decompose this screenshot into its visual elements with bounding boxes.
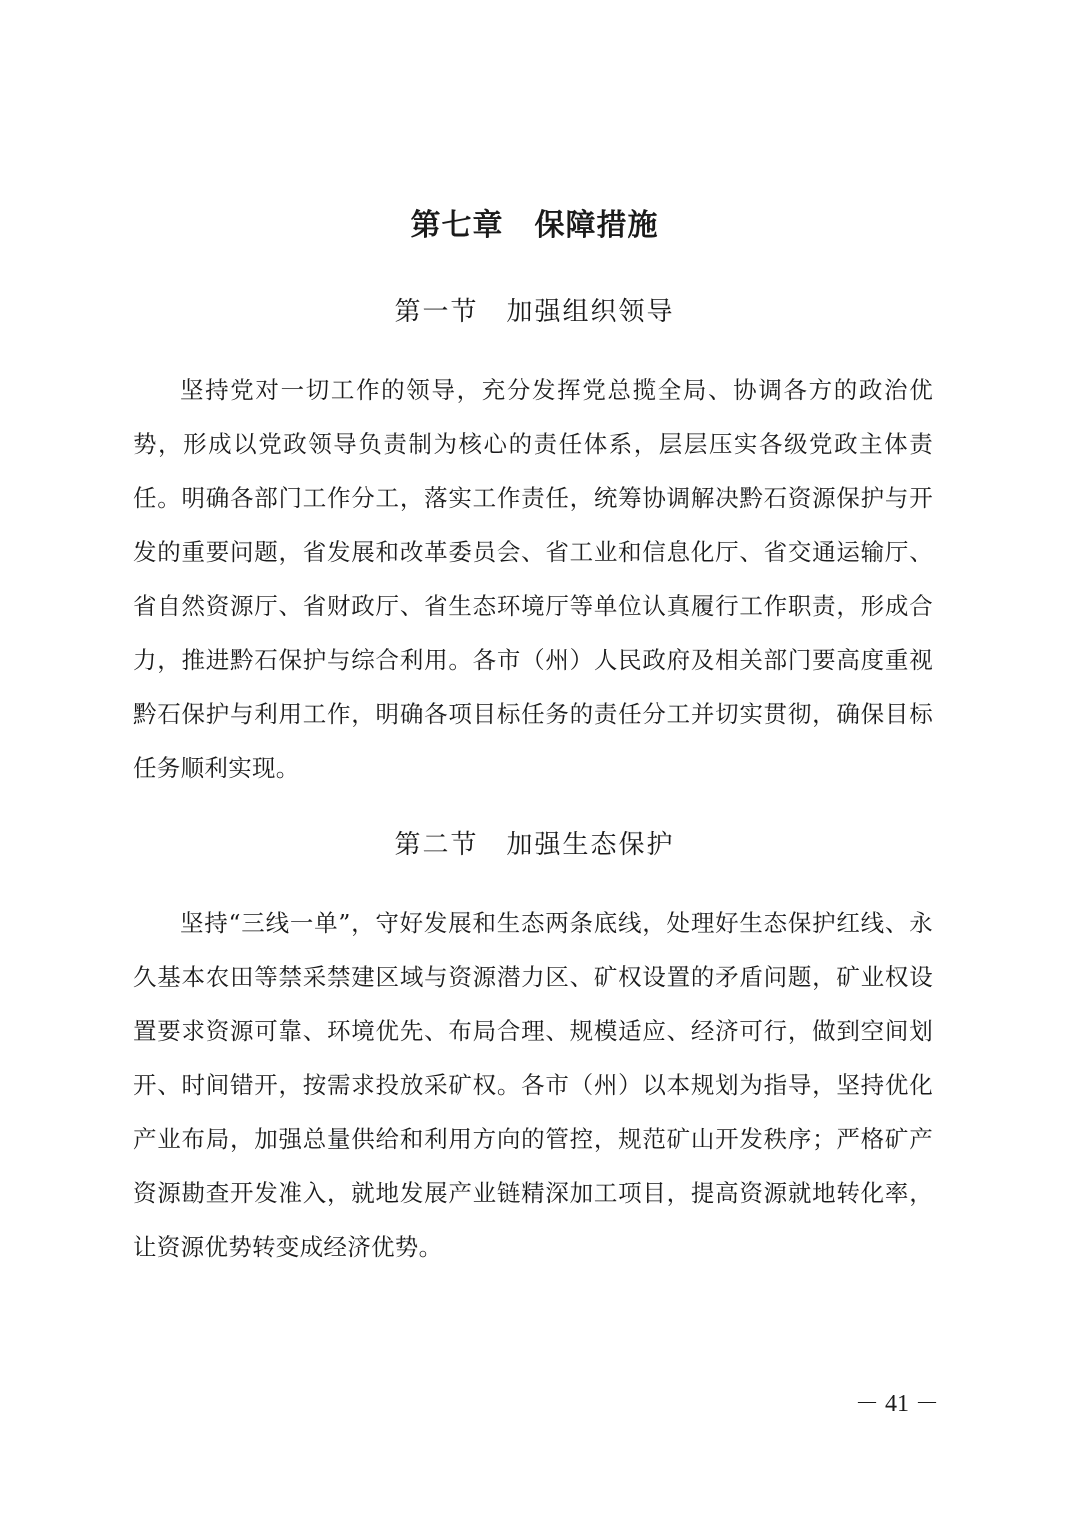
page-number: － 41 － <box>855 1391 939 1417</box>
section-heading-2: 第二节 加强生态保护 <box>394 830 675 860</box>
section-paragraph-2: 坚持“三线一单”，守好发展和生态两条底线，处理好生态保护红线、永久基本农田等禁采禁建区域与资源潜力区、矿权设置的矛盾问题，矿业权设置要求资源可靠、环境优先、布局合理、规模适应、经济可行，做到空间划开、时间错开，按需求投放采矿权。各市（州）以本规划为指导，坚持优化产业布局，加强总量供给和利用方向的管控，规范矿山开发秩序；严格矿产资源勘查开发准入，就地发展产业链精深加工项目，提高资源就地转化率，让资源优势转变成经济优势。 <box>133 909 933 1261</box>
chapter-title: 第七章 保障措施 <box>410 208 659 243</box>
section-heading-1: 第一节 加强组织领导 <box>394 297 675 327</box>
section-paragraph-1: 坚持党对一切工作的领导，充分发挥党总揽全局、协调各方的政治优势，形成以党政领导负责制为核心的责任体系，层层压实各级党政主体责任。明确各部门工作分工，落实工作责任，统筹协调解决黔石资源保护与开发的重要问题，省发展和改革委员会、省工业和信息化厅、省交通运输厅、省自然资源厅、省财政厅、省生态环境厅等单位认真履行工作职责，形成合力，推进黔石保护与综合利用。各市（州）人民政府及相关部门要高度重视黔石保护与利用工作，明确各项目标任务的责任分工并切实贯彻，确保目标任务顺利实现。 <box>133 376 933 782</box>
